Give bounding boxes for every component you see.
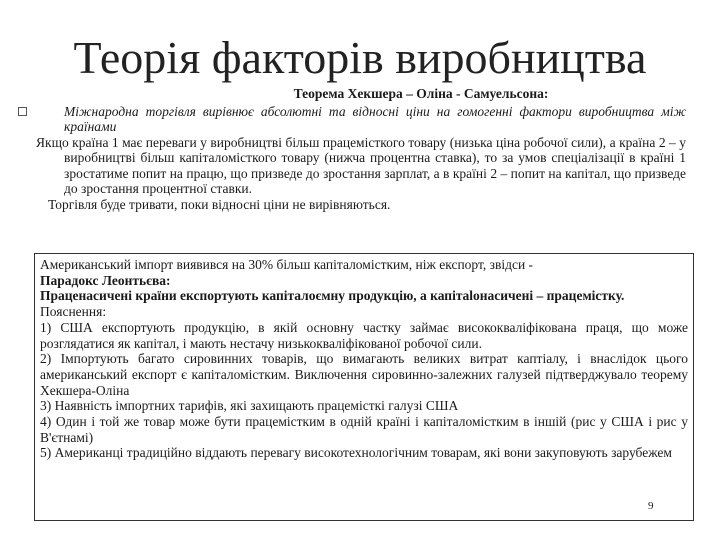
theorem-bullet (36, 104, 686, 135)
explanation-item-2: 2) Імпортують багато сировинних товарів, що вимагають великих витрат каптіалу, і внаслідок цього американський експорт є капіталомістким. Виключення сировинно-залежних галузей підтверджувало теорему Хекшера-Оліна (40, 351, 688, 398)
theorem-paragraph-2: Торгівля буде тривати, поки відносні ціни не вирівняються. (48, 196, 391, 212)
explanation-item-3: 3) Наявність імпортних тарифів, які захищають працемісткі галузі США (40, 398, 459, 414)
page-number: 9 (648, 500, 654, 512)
theorem-section (36, 86, 686, 212)
theorem-heading: Теорема Хекшера – Оліна - Самуельсона: (293, 86, 549, 101)
theorem-bullet-text: Міжнародна торгівля вирівнює абсолютні та відносні ціни на гомогенні фактори виробництва між країнами (64, 103, 686, 134)
slide-title: Теорія факторів виробництва (73, 32, 647, 83)
explanation-item-1: 1) США експортують продукцію, в якій основну частку займає висококваліфікована праця, що може розглядатися як капітал, і мають нестачу низькокваліфікованої робочої сили. (40, 319, 688, 351)
leontief-paradox-box (34, 253, 694, 521)
explanation-label: Пояснення: (40, 304, 107, 320)
square-bullet-icon (18, 107, 27, 116)
explanation-item-5: 5) Американці традиційно віддають перевагу високотехнологічним товарам, які вони закуповують зарубежем (40, 445, 672, 461)
box-intro-line: Американський імпорт виявився на 30% більш капіталомістким, ніж експорт, звідси - (40, 257, 534, 272)
explanation-item-4: 4) Один і той же товар може бути працемістким в одній країні і капіталомістким в іншій (рис у США і рис у В'єтнамі) (40, 414, 688, 445)
theorem-paragraph-1: Якщо країна 1 має переваги у виробництві більш працемісткого товару (низька ціна робочої сили), а країна 2 – у виробництві більш капіталомісткого товару (нижча процентна ставка), то за умов спеціалізації в країні 1 зростатиме попит на працю, що призведе до зростання зарплат, а в країні 2 – попит на капітал, що призведе до зростання процентної ставки. (36, 134, 686, 196)
paradox-heading: Парадокс Леонтьєва: (40, 272, 171, 288)
paradox-statement: Праценасичені країни експортують капіталоємну продукцію, а капітalонасичені – працемістку. (40, 288, 625, 304)
